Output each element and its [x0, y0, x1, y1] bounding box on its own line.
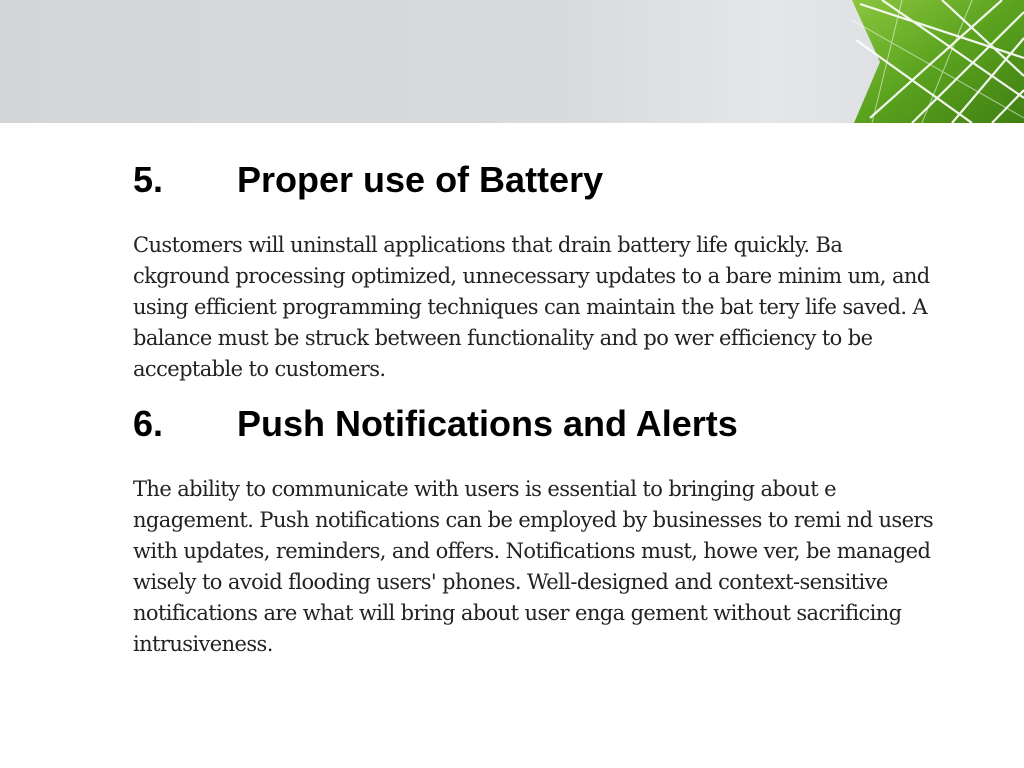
section-body-notifications: The ability to communicate with users is essential to bringing about e ngagement. Push notifications can be employed by businesses to remi nd users with updates, reminders, and offers. Notifications must, howe ver, be managed wisely to avoid flooding users' phones. Well-designed and context-sensitive notifications are what will bring about user enga gement without sacrificing intrusiveness. [133, 477, 934, 656]
green-corner-graphic [852, 0, 1024, 123]
section-heading-notifications [133, 400, 943, 448]
section-title: Push Notifications and Alerts [237, 403, 738, 444]
section-number: 6. [133, 403, 164, 444]
header-band [0, 0, 1024, 123]
section-title: Proper use of Battery [237, 159, 604, 200]
slide-content [133, 156, 943, 660]
section-body-battery: Customers will uninstall applications that drain battery life quickly. Ba ckground processing optimized, unnecessary updates to a bare minim um, and using efficient programming techniques can maintain the bat tery life saved. A balance must be struck between functionality and po wer efficiency to be acceptable to customers. [133, 233, 930, 381]
section-number: 5. [133, 159, 164, 200]
section-heading-battery [133, 156, 943, 204]
